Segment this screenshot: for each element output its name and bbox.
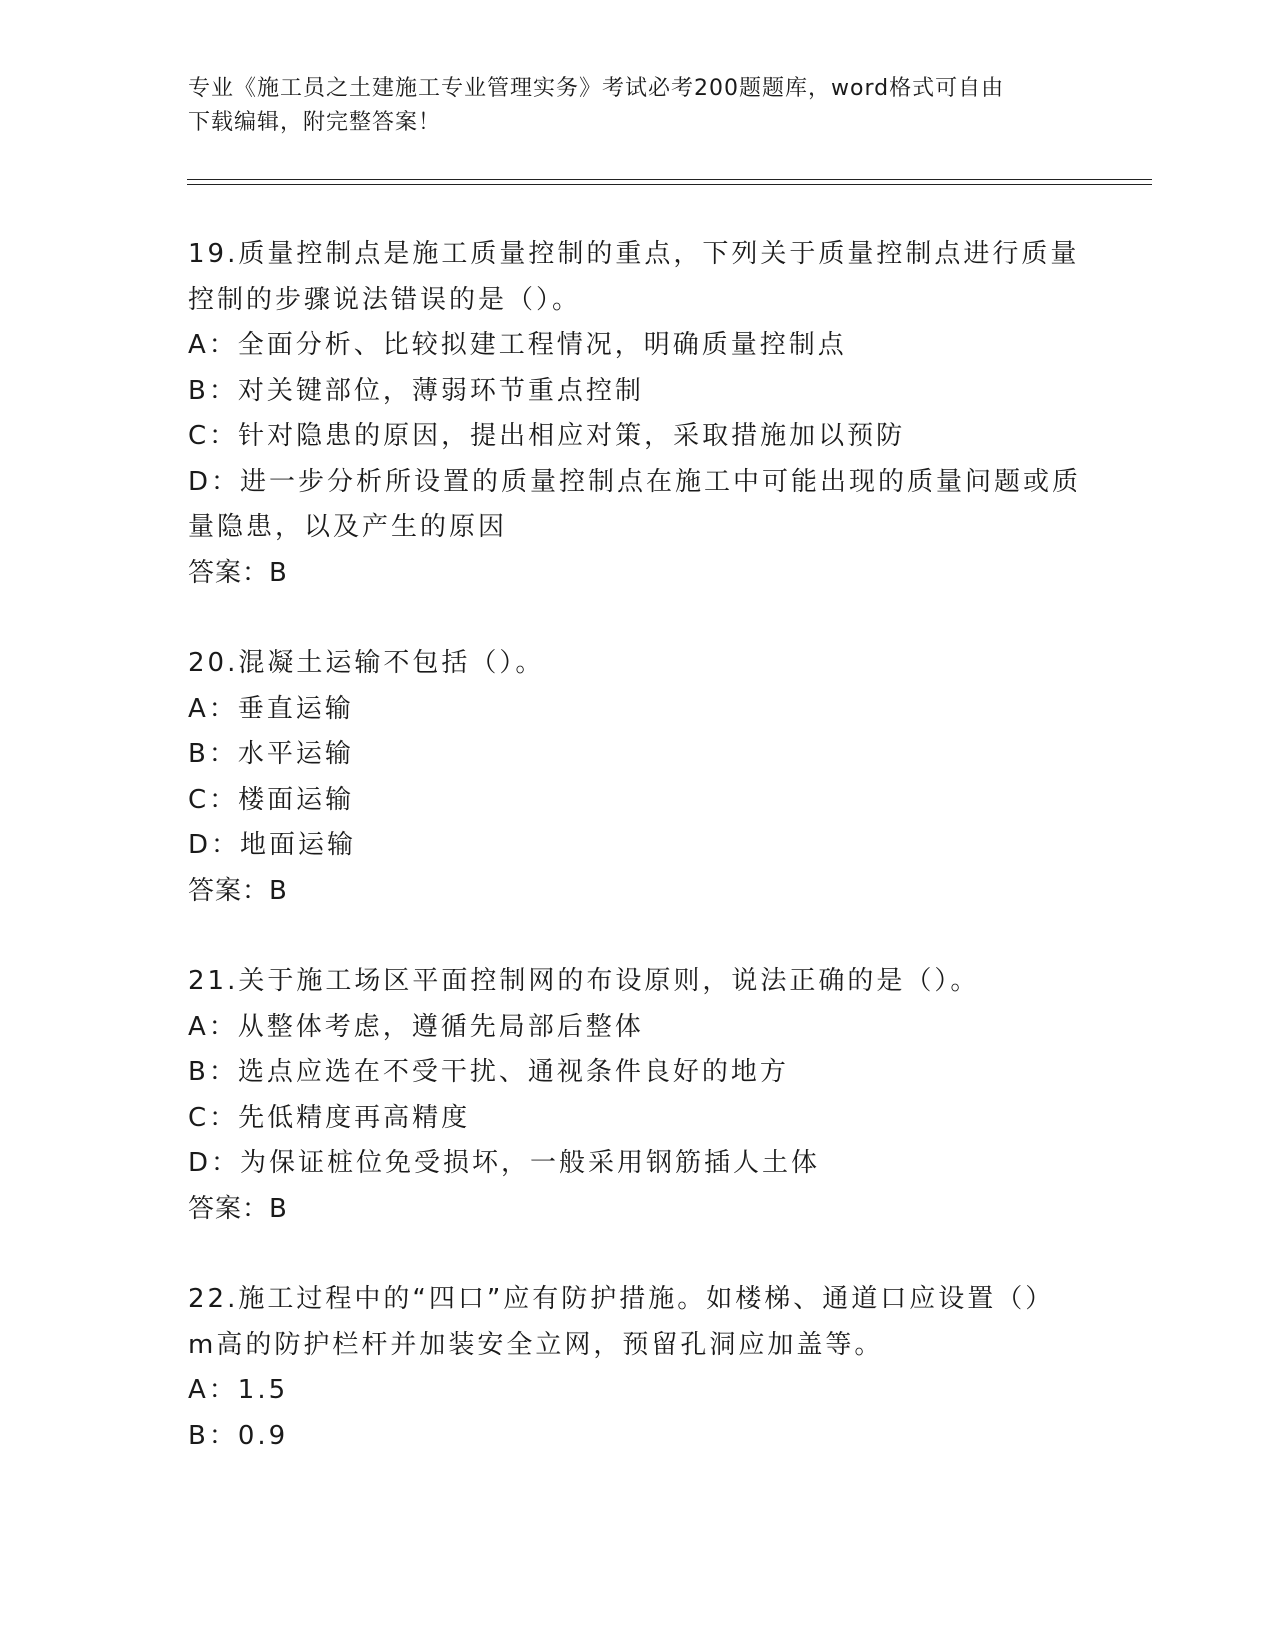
answer: 答案：B: [188, 1193, 288, 1224]
question-20: [188, 641, 1088, 914]
header-line-2: 下载编辑，附完整答案！: [188, 110, 442, 135]
option-b: B：选点应选在不受干扰、通视条件良好的地方: [188, 1057, 789, 1087]
answer: 答案：B: [188, 875, 288, 906]
option-a: A：垂直运输: [188, 693, 354, 724]
option-c: C：针对隐患的原因，提出相应对策，采取措施加以预防: [188, 421, 906, 451]
option-a: A：1.5: [188, 1375, 289, 1405]
option-c: C：楼面运输: [188, 784, 355, 815]
option-b: B：对关键部位，薄弱环节重点控制: [188, 375, 644, 406]
option-b: B：水平运输: [188, 739, 354, 769]
question-list: [188, 232, 1088, 1504]
option-d: D：地面运输: [188, 830, 357, 860]
option-a: A：从整体考虑，遵循先局部后整体: [188, 1011, 644, 1042]
option-d: D：为保证桩位免受损坏，一般采用钢筋插人土体: [188, 1148, 821, 1178]
option-a: A：全面分析、比较拟建工程情况，明确质量控制点: [188, 330, 847, 360]
header-divider-top: [187, 179, 1152, 180]
document-header: [188, 72, 1088, 140]
option-c: C：先低精度再高精度: [188, 1102, 471, 1133]
question-stem: 19.质量控制点是施工质量控制的重点，下列关于质量控制点进行质量 控制的步骤说法错误的是（）。: [188, 239, 1080, 315]
question-19: [188, 232, 1088, 596]
question-21: [188, 959, 1088, 1232]
option-d: D：进一步分析所设置的质量控制点在施工中可能出现的质量问题或质 量隐患，以及产生的原因: [188, 466, 1082, 542]
question-stem: 21.关于施工场区平面控制网的布设原则，说法正确的是（）。: [188, 966, 980, 996]
header-line-1: 专业《施工员之土建施工专业管理实务》考试必考200题题库，word格式可自由: [188, 76, 1005, 101]
answer: 答案：B: [188, 557, 288, 588]
header-divider-bottom: [187, 184, 1152, 185]
option-b: B：0.9: [188, 1420, 289, 1451]
question-22: [188, 1277, 1088, 1459]
question-stem: 22.施工过程中的“四口”应有防护措施。如楼梯、通道口应设置（） m高的防护栏杆并加装安全立网，预留孔洞应加盖等。: [188, 1284, 1055, 1360]
question-stem: 20.混凝土运输不包括（）。: [188, 648, 545, 678]
